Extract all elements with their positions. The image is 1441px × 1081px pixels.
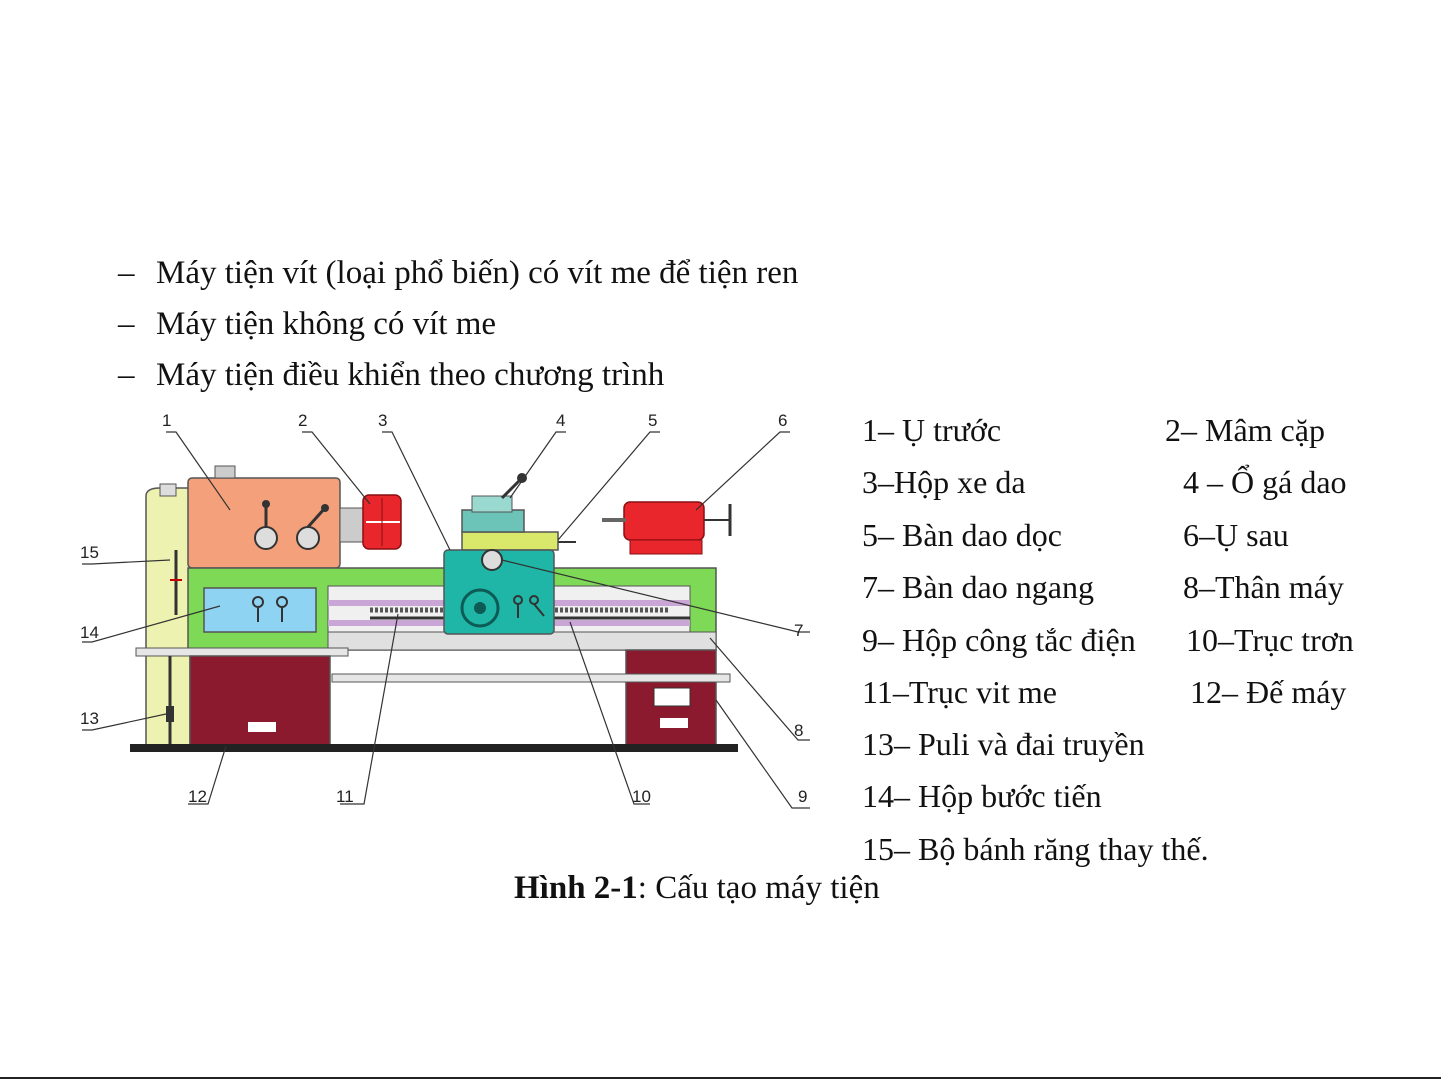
spindle (340, 508, 364, 542)
bottom-rule (0, 1077, 1441, 1079)
tailstock-base (630, 540, 702, 554)
legend-9: 9– Hộp công tắc điện (862, 622, 1136, 658)
longitudinal-slide (462, 532, 558, 550)
lower-rod (332, 674, 730, 682)
legend-3: 3–Hộp xe da (862, 464, 1026, 500)
label-5: 5 (648, 411, 658, 430)
legend-1: 1– Ụ trước (862, 412, 1002, 448)
caption-text: : Cấu tạo máy tiện (637, 870, 880, 906)
label-14: 14 (80, 623, 99, 642)
label-8: 8 (794, 721, 804, 740)
label-13: 13 (80, 709, 99, 728)
bullet-item: – Máy tiện không có vít me (118, 306, 497, 342)
legend-4: 4 – Ổ gá dao (1183, 464, 1347, 500)
label-10: 10 (632, 787, 651, 806)
headstock-knob (297, 527, 319, 549)
legend-11: 11–Trục vit me (862, 674, 1057, 710)
legend-14: 14– Hộp bước tiến (862, 778, 1102, 814)
lathe-diagram (70, 400, 830, 820)
legend-13: 13– Puli và đai truyền (862, 726, 1145, 762)
feed-box (204, 588, 316, 632)
label-4: 4 (556, 411, 566, 430)
headstock-vent (215, 466, 235, 478)
label-3: 3 (378, 411, 388, 430)
caption-label: Hình 2-1 (514, 870, 638, 906)
headstock-knob (255, 527, 277, 549)
legend-2: 2– Mâm cặp (1165, 412, 1325, 448)
legend-10: 10–Trục trơn (1186, 622, 1354, 658)
label-2: 2 (298, 411, 308, 430)
legend-6: 6–Ụ sau (1183, 517, 1289, 553)
pulley (166, 706, 174, 722)
apron-handwheel-hub (474, 602, 486, 614)
label-7: 7 (794, 621, 804, 640)
label-6: 6 (778, 411, 788, 430)
left-base (190, 656, 330, 746)
tool-post (472, 496, 512, 512)
leader-9 (716, 700, 810, 808)
right-base-plate (660, 718, 688, 728)
electric-switch-box (654, 688, 690, 706)
label-15: 15 (80, 543, 99, 562)
legend-12: 12– Đế máy (1190, 674, 1347, 710)
legend-5: 5– Bàn dao dọc (862, 517, 1062, 553)
floor-base (130, 744, 738, 752)
leader-4 (510, 432, 566, 498)
leader-6 (696, 432, 790, 510)
headstock-lever-ball (262, 500, 270, 508)
legend-8: 8–Thân máy (1183, 569, 1344, 605)
left-base-plate (248, 722, 276, 732)
label-12: 12 (188, 787, 207, 806)
gear-cover-cap (160, 484, 176, 496)
headstock (188, 478, 340, 568)
bullet-item: – Máy tiện vít (loại phổ biến) có vít me để tiện ren (118, 255, 799, 291)
bullet-list (118, 248, 798, 401)
label-1: 1 (162, 411, 172, 430)
figure-caption (514, 870, 880, 907)
tailstock (624, 502, 704, 540)
bullet-item: – Máy tiện điều khiển theo chương trình (118, 357, 665, 393)
chip-tray-rail (136, 648, 348, 656)
legend-15: 15– Bộ bánh răng thay thế. (862, 831, 1209, 867)
tool-post-base (462, 510, 524, 532)
legend-7: 7– Bàn dao ngang (862, 569, 1094, 605)
label-9: 9 (798, 787, 808, 806)
apron-dial (482, 550, 502, 570)
label-11: 11 (336, 787, 354, 806)
headstock-lever-ball (321, 504, 329, 512)
